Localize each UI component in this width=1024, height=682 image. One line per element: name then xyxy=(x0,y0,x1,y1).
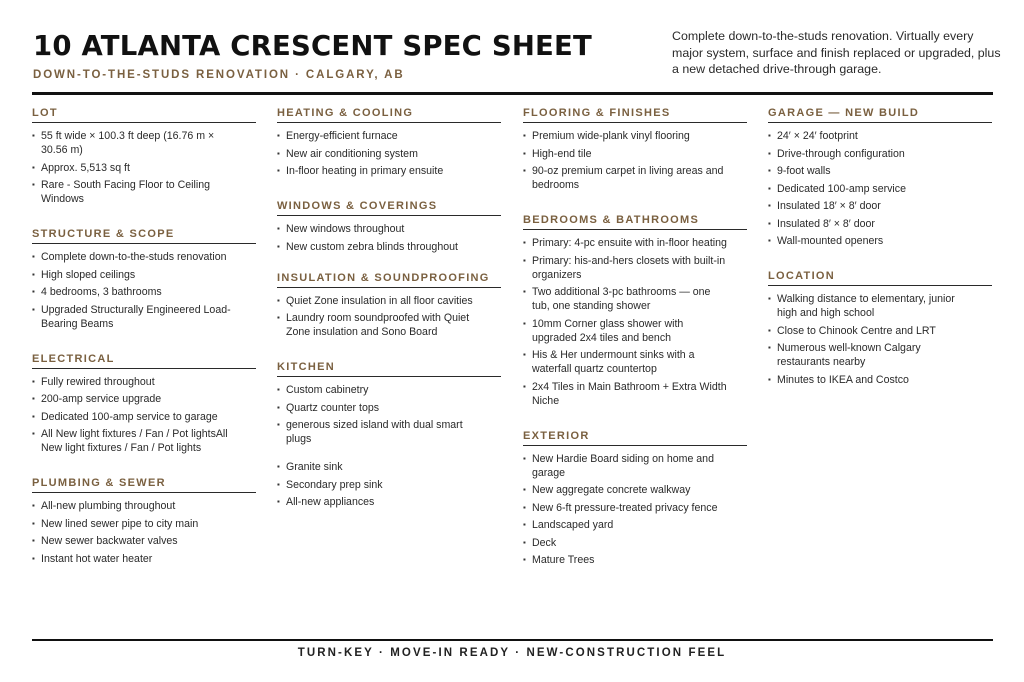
footer-tagline: TURN-KEY · MOVE-IN READY · NEW-CONSTRUCTION FEEL xyxy=(297,647,727,659)
list-item: ▪ Walking distance to elementary, junior high and high school xyxy=(768,292,992,320)
list-item: ▪ 90-oz premium carpet in living areas and bedrooms xyxy=(523,164,747,192)
column-2 xyxy=(277,107,501,527)
list-item: ▪ Dedicated 100-amp service to garage xyxy=(32,410,256,424)
column-1 xyxy=(32,107,256,584)
list-item: ▪ Laundry room soundproofed with Quiet Zone insulation and Sono Board xyxy=(277,311,501,339)
section-exterior xyxy=(523,430,747,568)
section-title: LOCATION xyxy=(768,270,992,286)
list-item: ▪ Upgraded Structurally Engineered Load-Bearing Beams xyxy=(32,303,256,331)
list-item: ▪ Quiet Zone insulation in all floor cavities xyxy=(277,294,501,308)
list-item: ▪ His & Her undermount sinks with a waterfall quartz countertop xyxy=(523,348,747,376)
section-windows-coverings xyxy=(277,200,501,254)
page-title: 10 ATLANTA CRESCENT SPEC SHEET xyxy=(33,30,592,62)
section-title: WINDOWS & COVERINGS xyxy=(277,200,501,216)
list-item: ▪ 200-amp service upgrade xyxy=(32,392,256,406)
list-item: ▪ Two additional 3-pc bathrooms — one tub, one standing shower xyxy=(523,285,747,313)
list-item: ▪ Dedicated 100-amp service xyxy=(768,182,992,196)
list-item: ▪ Mature Trees xyxy=(523,553,747,567)
list-item: ▪ New sewer backwater valves xyxy=(32,534,256,548)
section-heating-cooling xyxy=(277,107,501,178)
list-item: ▪ Energy-efficient furnace xyxy=(277,129,501,143)
list-item: ▪ Wall-mounted openers xyxy=(768,234,992,248)
section-kitchen xyxy=(277,361,501,509)
list-item: ▪ All-new appliances xyxy=(277,495,501,509)
section-electrical xyxy=(32,353,256,456)
list-item: ▪ Drive-through configuration xyxy=(768,147,992,161)
list-item: ▪ Insulated 18′ × 8′ door xyxy=(768,199,992,213)
section-garage xyxy=(768,107,992,248)
list-item: ▪ New custom zebra blinds throughout xyxy=(277,240,501,254)
list-item: ▪ New windows throughout xyxy=(277,222,501,236)
section-title: HEATING & COOLING xyxy=(277,107,501,123)
list-item: ▪ Custom cabinetry xyxy=(277,383,501,397)
section-title: ELECTRICAL xyxy=(32,353,256,369)
list-item: ▪ Rare - South Facing Floor to Ceiling Windows xyxy=(32,178,256,206)
list-item: ▪ New aggregate concrete walkway xyxy=(523,483,747,497)
list-item: ▪ generous sized island with dual smart plugs xyxy=(277,418,501,446)
section-title: BEDROOMS & BATHROOMS xyxy=(523,214,747,230)
list-item: ▪ Numerous well-known Calgary restaurants nearby xyxy=(768,341,992,369)
section-structure-scope xyxy=(32,228,256,331)
column-4 xyxy=(768,107,992,405)
list-item: ▪ 55 ft wide × 100.3 ft deep (16.76 m × 30.56 m) xyxy=(32,129,256,157)
list-item: ▪ New lined sewer pipe to city main xyxy=(32,517,256,531)
list-item: ▪ High-end tile xyxy=(523,147,747,161)
list-item: ▪ New Hardie Board siding on home and garage xyxy=(523,452,747,480)
list-item: ▪ Approx. 5,513 sq ft xyxy=(32,161,256,175)
list-item: ▪ Primary: 4-pc ensuite with in-floor heating xyxy=(523,236,747,250)
footer-divider xyxy=(32,639,993,641)
list-item: ▪ Granite sink xyxy=(277,460,501,474)
list-item: ▪ 2x4 Tiles in Main Bathroom + Extra Width Niche xyxy=(523,380,747,408)
section-lot xyxy=(32,107,256,206)
list-item: ▪ Deck xyxy=(523,536,747,550)
section-location xyxy=(768,270,992,387)
list-item: ▪ Primary: his-and-hers closets with built-in organizers xyxy=(523,254,747,282)
list-item: ▪ Premium wide-plank vinyl flooring xyxy=(523,129,747,143)
page-subtitle: DOWN-TO-THE-STUDS RENOVATION · CALGARY, AB xyxy=(33,69,405,81)
section-title: STRUCTURE & SCOPE xyxy=(32,228,256,244)
list-item: ▪ All-new plumbing throughout xyxy=(32,499,256,513)
column-3 xyxy=(523,107,747,585)
list-item: ▪ Quartz counter tops xyxy=(277,401,501,415)
list-item: ▪ All New light fixtures / Fan / Pot lightsAll New light fixtures / Fan / Pot lights xyxy=(32,427,256,455)
list-item: ▪ 9-foot walls xyxy=(768,164,992,178)
section-title: KITCHEN xyxy=(277,361,501,377)
list-item: ▪ Secondary prep sink xyxy=(277,478,501,492)
list-item: ▪ New 6-ft pressure-treated privacy fence xyxy=(523,501,747,515)
list-item: ▪ 24′ × 24′ footprint xyxy=(768,129,992,143)
section-title: EXTERIOR xyxy=(523,430,747,446)
list-item: ▪ New air conditioning system xyxy=(277,147,501,161)
list-item: ▪ Instant hot water heater xyxy=(32,552,256,566)
section-plumbing-sewer xyxy=(32,477,256,566)
list-item: ▪ Close to Chinook Centre and LRT xyxy=(768,324,992,338)
section-flooring-finishes xyxy=(523,107,747,192)
list-item: ▪ 4 bedrooms, 3 bathrooms xyxy=(32,285,256,299)
list-item: ▪ In-floor heating in primary ensuite xyxy=(277,164,501,178)
header-divider xyxy=(32,92,993,95)
section-title: FLOORING & FINISHES xyxy=(523,107,747,123)
list-item: ▪ High sloped ceilings xyxy=(32,268,256,282)
list-item: ▪ Complete down-to-the-studs renovation xyxy=(32,250,256,264)
list-item: ▪ Fully rewired throughout xyxy=(32,375,256,389)
list-item: ▪ Minutes to IKEA and Costco xyxy=(768,373,992,387)
list-item: ▪ Insulated 8′ × 8′ door xyxy=(768,217,992,231)
section-title: INSULATION & SOUNDPROOFING xyxy=(277,272,501,288)
list-item: ▪ 10mm Corner glass shower with upgraded 2x4 tiles and bench xyxy=(523,317,747,345)
section-insulation-soundproofing xyxy=(277,272,501,340)
intro-paragraph: Complete down-to-the-studs renovation. Virtually every major system, surface and finish replaced or upgraded, plus a new detached drive-through garage. xyxy=(672,29,1001,76)
section-bedrooms-bathrooms xyxy=(523,214,747,408)
section-title: GARAGE — NEW BUILD xyxy=(768,107,992,123)
section-title: PLUMBING & SEWER xyxy=(32,477,256,493)
section-title: LOT xyxy=(32,107,256,123)
list-item: ▪ Landscaped yard xyxy=(523,518,747,532)
